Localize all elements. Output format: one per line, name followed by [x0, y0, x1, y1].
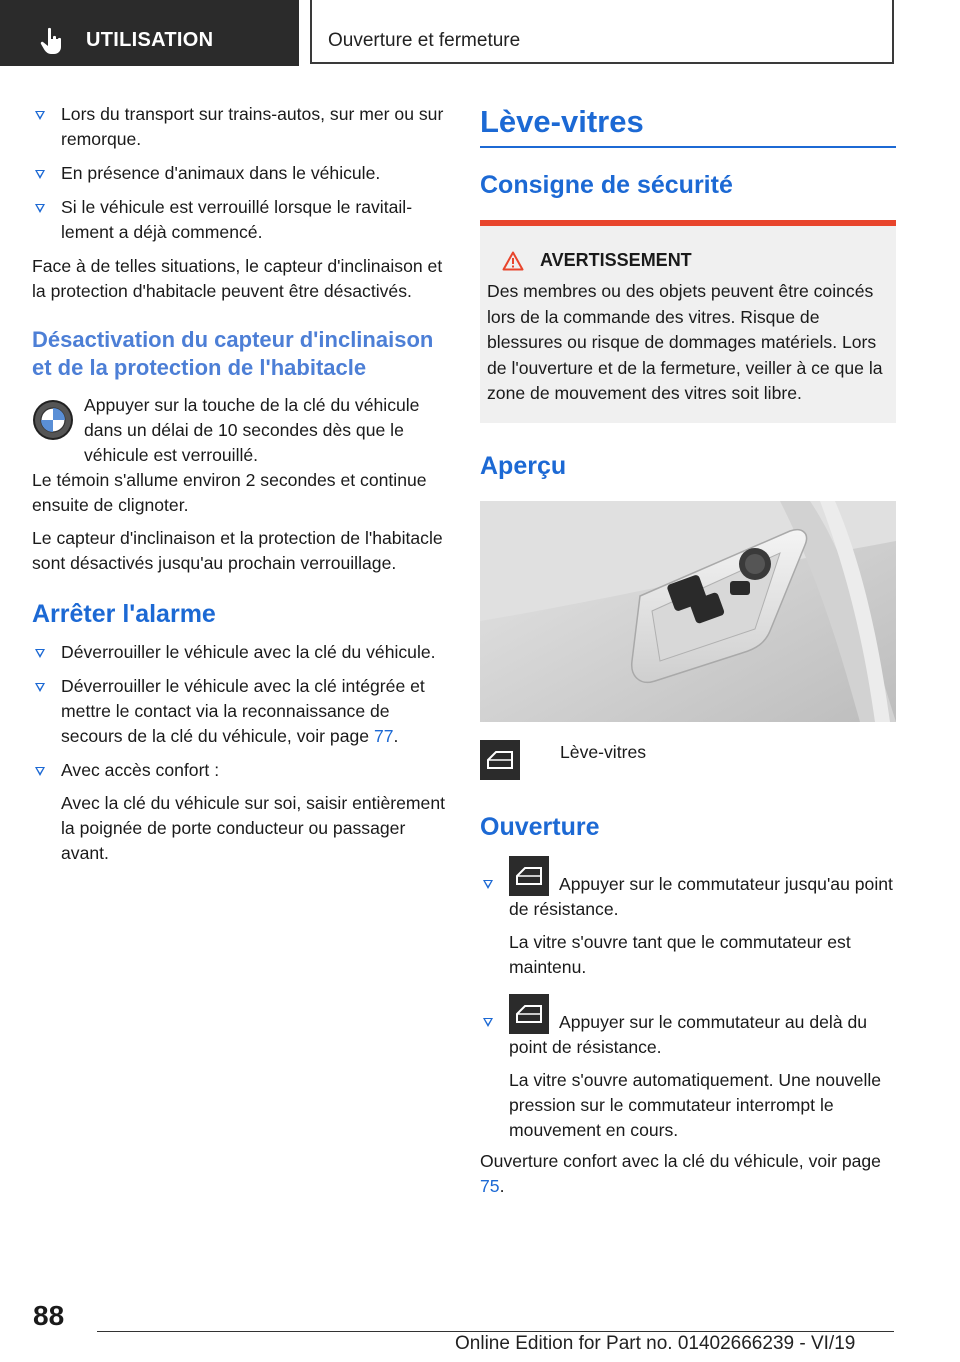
chapter-header: [310, 0, 894, 64]
heading-alarm: Arrêter l'alarme: [32, 600, 216, 628]
list-item: Si le véhicule est verrouillé lorsque le ravitaillement a déjà commencé.: [32, 195, 446, 245]
edition-text: Online Edition for Part no. 01402666239 - VI/19: [455, 1333, 856, 1354]
triangle-bullet-icon: [35, 111, 45, 120]
left-column: [32, 102, 446, 875]
sub-paragraph: Avec la clé du véhicule sur soi, saisir entièrement la poignée de porte conducteur ou passager avant.: [61, 793, 445, 863]
paragraph: Ouverture confort avec la clé du véhicule, voir page 75.: [480, 1150, 881, 1196]
section-tab: [0, 0, 299, 66]
window-switch-icon: [509, 856, 549, 896]
window-switch-photo: [480, 501, 896, 722]
sub-paragraph: La vitre s'ouvre tant que le commutateur est maintenu.: [509, 931, 851, 977]
warning-title-row: [487, 248, 886, 273]
triangle-bullet-icon: [35, 649, 45, 658]
bmw-logo-icon: [32, 399, 74, 441]
section-label: UTILISATION: [86, 29, 214, 51]
window-switch-icon: [509, 994, 549, 1034]
warning-triangle-icon: [502, 251, 524, 271]
list-item: Appuyer sur le commutateur au delà du point de résistance. La vitre s'ouvre automatiquement. Une nouvelle pression sur le commutateur interrompt le mouvement en cours.: [480, 994, 896, 1143]
triangle-bullet-icon: [35, 204, 45, 213]
window-switch-icon: [480, 740, 520, 780]
paragraph: Le témoin s'allume environ 2 secondes et continue ensuite de clignoter.: [32, 470, 427, 515]
sub-paragraph: La vitre s'ouvre automatiquement. Une nouvelle pression sur le commutateur interrompt le mouvement en cours.: [509, 1069, 882, 1140]
heading-opening: Ouverture: [480, 812, 600, 841]
heading-deactivate: Désactivation du capteur d'inclinaison et de la protection de l'habitacle: [32, 327, 434, 380]
chapter-label: Ouverture et fermeture: [328, 30, 521, 51]
triangle-bullet-icon: [483, 1018, 493, 1027]
caption-row: [480, 740, 896, 782]
triangle-bullet-icon: [483, 880, 493, 889]
paragraph: Face à de telles situations, le capteur d'inclinaison et la protection d'habitacle peuvent être désactivés.: [32, 256, 443, 301]
triangle-bullet-icon: [35, 683, 45, 692]
warning-body: Des membres ou des objets peuvent être coincés lors de la commande des vitres. Risque de blessures ou risque de dommages matériels. Lors de l'ouverture et de la fermeture, veiller à ce que la zone de mouvement des vitres soit libre.: [487, 281, 883, 404]
key-instruction: Appuyer sur la touche de la clé du véhicule dans un délai de 10 secondes dès que le véhicule est verrouillé.: [32, 393, 446, 468]
warning-box: [480, 220, 896, 423]
list-item: Avec accès confort : Avec la clé du véhicule sur soi, saisir entièrement la poignée de porte conducteur ou passager avant.: [32, 758, 446, 866]
list-item: Appuyer sur le commutateur jusqu'au point de résistance. La vitre s'ouvre tant que le commutateur est maintenu.: [480, 856, 896, 980]
heading-rule: [480, 146, 896, 148]
list-item: Déverrouiller le véhicule avec la clé du véhicule.: [32, 640, 446, 665]
list-item: En présence d'animaux dans le véhicule.: [32, 161, 446, 186]
caption: Lève-vitres: [560, 741, 647, 762]
triangle-bullet-icon: [35, 170, 45, 179]
page-link[interactable]: 75: [480, 1175, 500, 1196]
triangle-bullet-icon: [35, 767, 45, 776]
list-item: Déverrouiller le véhicule avec la clé intégrée et mettre le contact via la reconnaissance de secours de la clé du véhicule, voir page 77.: [32, 674, 446, 749]
hand-pointer-icon: [40, 27, 66, 55]
heading-safety: Consigne de sécurité: [480, 171, 733, 199]
heading-overview: Aperçu: [480, 451, 567, 480]
footer-rule: [97, 1331, 894, 1332]
warning-title: AVERTISSEMENT: [540, 250, 692, 270]
right-column: [480, 102, 896, 1207]
page-link[interactable]: 77: [373, 726, 394, 746]
page-number: 88: [33, 1300, 65, 1331]
heading-window-lifters: Lève-vitres: [480, 104, 644, 139]
paragraph: Le capteur d'inclinaison et la protection de l'habitacle sont désactivés jusqu'au prochain verrouillage.: [32, 528, 443, 573]
list-item: Lors du transport sur trains-autos, sur mer ou sur remorque.: [32, 102, 446, 152]
